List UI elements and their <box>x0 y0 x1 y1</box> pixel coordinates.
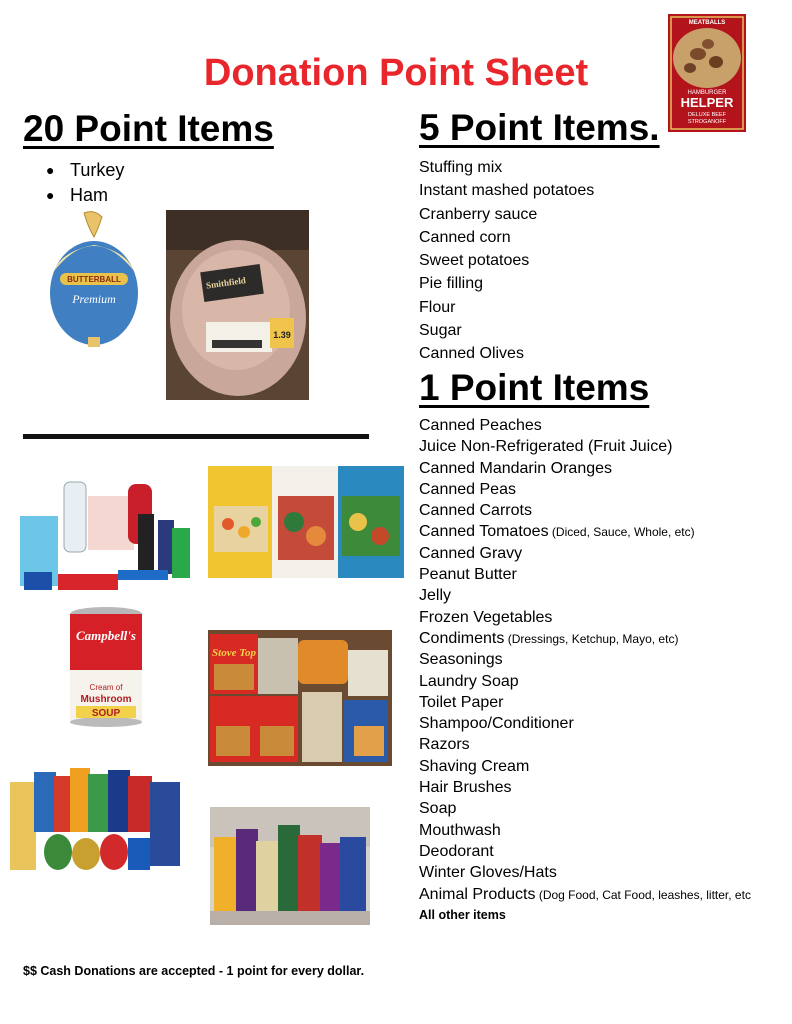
hh-line4: DELUXE BEEF <box>688 112 726 118</box>
soup-can-image <box>68 606 144 728</box>
hh-line3: HELPER <box>680 95 734 110</box>
list-item: Sugar <box>419 322 462 340</box>
section-divider <box>23 434 369 439</box>
list-item: ● Turkey <box>46 158 124 183</box>
list-item: Instant mashed potatoes <box>419 182 595 200</box>
ham-brand: Smithfield <box>205 275 247 291</box>
list-item: Peanut Butter <box>419 566 517 584</box>
ham-price: 1.39 <box>273 330 291 340</box>
list-item: Hair Brushes <box>419 779 512 797</box>
ham-image <box>166 210 309 400</box>
hamburger-helper-image <box>668 14 746 132</box>
list-item: Sweet potatoes <box>419 252 530 270</box>
list-item: Juice Non-Refrigerated (Fruit Juice) <box>419 438 673 456</box>
list-item: Flour <box>419 298 456 316</box>
list-item: Toilet Paper <box>419 693 504 711</box>
list-item: Animal Products (Dog Food, Cat Food, leashes, litter, etc <box>419 885 751 903</box>
list-item: Shampoo/Conditioner <box>419 715 574 733</box>
hh-line2: HAMBURGER <box>687 90 727 96</box>
list-item: Deodorant <box>419 842 494 860</box>
turkey-brand: BUTTERBALL <box>67 275 121 284</box>
list-item: Condiments (Dressings, Ketchup, Mayo, etc) <box>419 629 679 647</box>
list-1-point <box>419 415 751 926</box>
list-item: Canned Tomatoes (Diced, Sauce, Whole, etc) <box>419 523 695 541</box>
soup-line1: Cream of <box>89 683 123 692</box>
pantry-items-image <box>8 762 182 874</box>
pet-food-image <box>210 807 370 925</box>
list-item: ● Ham <box>46 183 124 208</box>
heading-20-point: 20 Point Items <box>23 108 274 149</box>
list-item: Canned Carrots <box>419 502 532 520</box>
list-item: Jelly <box>419 587 452 605</box>
heading-1-point: 1 Point Items <box>419 367 650 408</box>
list-item: Canned Peas <box>419 480 516 498</box>
turkey-label: Premium <box>72 292 116 306</box>
list-item: Canned corn <box>419 228 511 246</box>
frozen-vegetables-image <box>208 466 404 578</box>
list-item: Cranberry sauce <box>419 205 538 223</box>
list-item: Mouthwash <box>419 821 501 839</box>
stuffing-image <box>208 630 392 766</box>
soup-line3: SOUP <box>91 708 121 719</box>
list-item: Pie filling <box>419 275 484 293</box>
turkey-image <box>46 211 142 349</box>
list-item: Frozen Vegetables <box>419 608 553 626</box>
list-item: Laundry Soap <box>419 672 519 690</box>
footer-note: $$ Cash Donations are accepted - 1 point for every dollar. <box>23 964 365 978</box>
list-5-point <box>419 156 594 366</box>
list-item: Razors <box>419 736 470 754</box>
toiletries-image <box>18 474 194 594</box>
list-item: Canned Gravy <box>419 544 523 562</box>
soup-line2: Mushroom <box>80 694 132 705</box>
list-item: Shaving Cream <box>419 757 530 775</box>
list-item: Canned Peaches <box>419 417 542 434</box>
heading-5-point: 5 Point Items. <box>419 107 660 148</box>
list-item: Canned Olives <box>419 345 524 363</box>
list-item: Soap <box>419 800 457 818</box>
list-item-final: All other items <box>419 907 506 922</box>
stuffing-brand: Stove Top <box>212 647 256 659</box>
list-20-point <box>46 158 124 208</box>
list-item: Seasonings <box>419 651 503 669</box>
page-title: Donation Point Sheet <box>203 52 589 94</box>
hh-line1: MEATBALLS <box>688 20 726 26</box>
list-item: Stuffing mix <box>419 159 503 176</box>
hh-line5: STROGANOFF <box>687 119 727 125</box>
soup-brand: Campbell's <box>76 628 136 643</box>
list-item: Canned Mandarin Oranges <box>419 459 613 477</box>
list-item: Winter Gloves/Hats <box>419 864 557 882</box>
